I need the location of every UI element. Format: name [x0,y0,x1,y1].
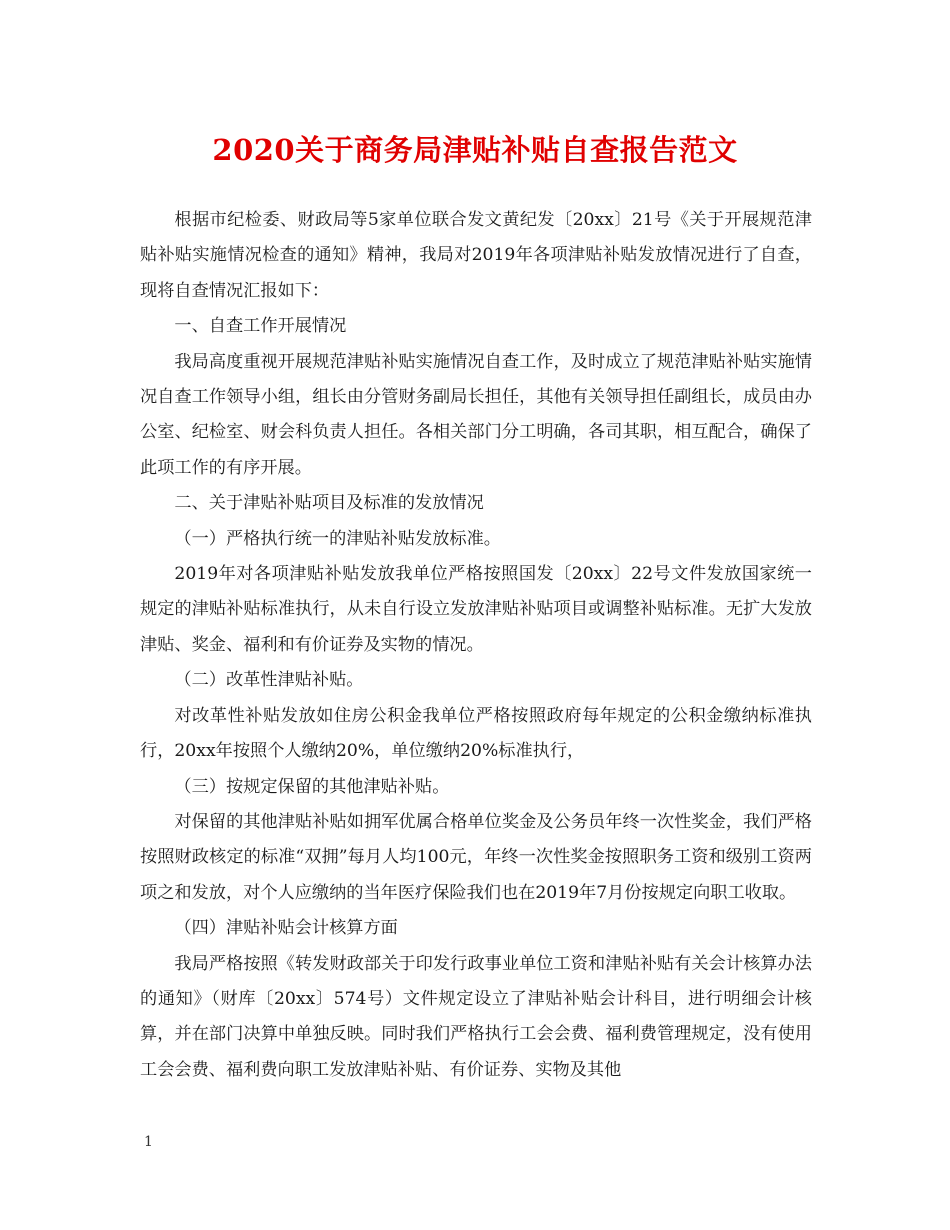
subsection-heading: （一）严格执行统一的津贴补贴发放标准。 [174,528,501,549]
paragraph: 我局高度重视开展规范津贴补贴实施情况自查工作，及时成立了规范津贴补贴实施情况自查工作领导小组，组长由分管财务副局长担任，其他有关领导担任副组长，成员由办公室、纪检室、财会科负责人担任。各相关部门分工明确，各司其职，相互配合，确保了此项工作的有序开展。 [140,351,812,478]
document-body [140,203,812,1088]
paragraph: 对保留的其他津贴补贴如拥军优属合格单位奖金及公务员年终一次性奖金，我们严格按照财政核定的标准“双拥”每月人均100元，年终一次性奖金按照职务工资和级别工资两项之和发放，对个人应缴纳的当年医疗保险我们也在2019年7月份按规定向职工收取。 [140,811,812,903]
paragraph: 我局严格按照《转发财政部关于印发行政事业单位工资和津贴补贴有关会计核算办法的通知》（财库〔20xx〕574号）文件规定设立了津贴补贴会计科目，进行明细会计核算，并在部门决算中单独反映。同时我们严格执行工会会费、福利费管理规定，没有使用工会会费、福利费向职工发放津贴补贴、有价证券、实物及其他 [140,953,812,1080]
paragraph: 根据市纪检委、财政局等5家单位联合发文黄纪发〔20xx〕21号《关于开展规范津贴补贴实施情况检查的通知》精神，我局对2019年各项津贴补贴发放情况进行了自查，现将自查情况汇报如下： [140,210,812,301]
paragraph: 2019年对各项津贴补贴发放我单位严格按照国发〔20xx〕22号文件发放国家统一规定的津贴补贴标准执行，从未自行设立发放津贴补贴项目或调整补贴标准。无扩大发放津贴、奖金、福利和有价证券及实物的情况。 [140,564,812,655]
subsection-heading: （二）改革性津贴补贴。 [174,670,364,691]
paragraph: 对改革性补贴发放如住房公积金我单位严格按照政府每年规定的公积金缴纳标准执行，20xx年按照个人缴纳20%，单位缴纳20%标准执行， [140,705,812,762]
section-heading: 一、自查工作开展情况 [174,316,347,337]
subsection-heading: （四）津贴补贴会计核算方面 [174,918,398,939]
subsection-heading: （三）按规定保留的其他津贴补贴。 [174,776,450,797]
document-title: 2020关于商务局津贴补贴自查报告范文 [212,133,738,167]
page-number: 1 [144,1134,153,1150]
section-heading: 二、关于津贴补贴项目及标准的发放情况 [174,493,484,514]
